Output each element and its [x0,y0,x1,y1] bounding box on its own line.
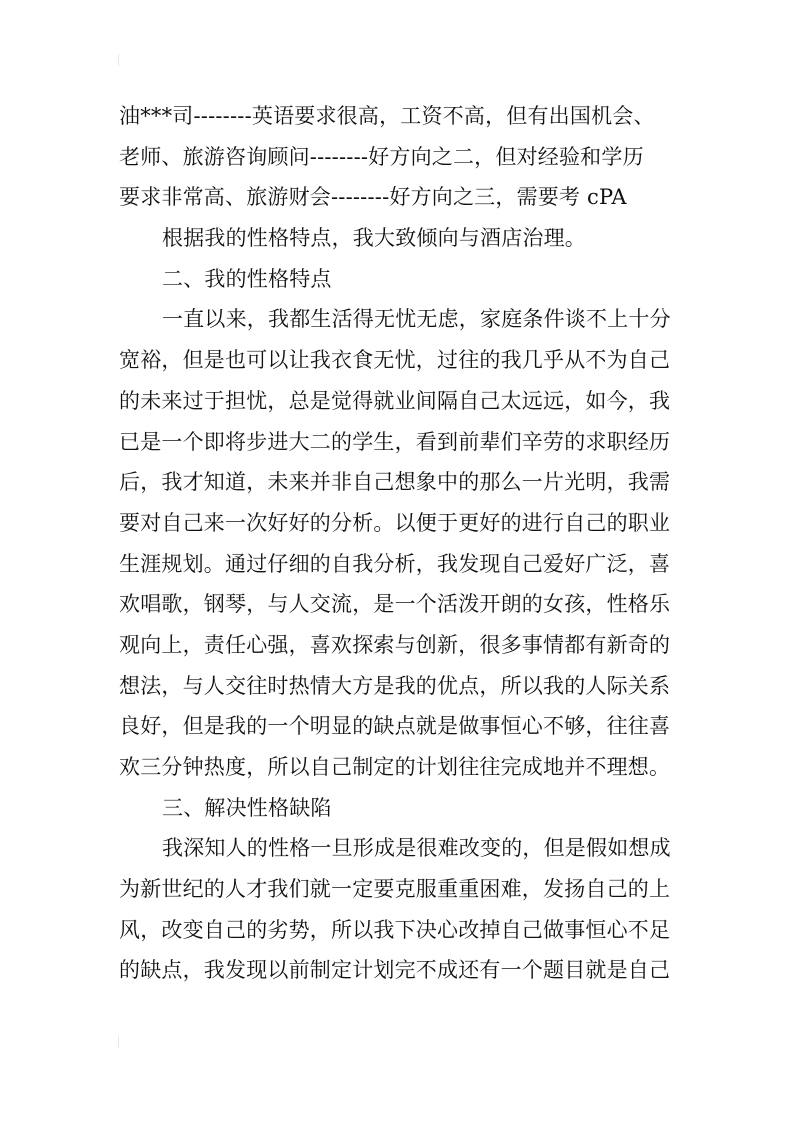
document-body [119,96,679,991]
text-line: 要求非常高、旅游财会--------好方向之三，需要考 cPA [119,185,627,210]
paragraph-line: 一直以来，我都生活得无忧无虑，家庭条件谈不上十分 [162,307,671,332]
section-heading: 三、解决性格缺陷 [162,795,332,820]
section-heading: 二、我的性格特点 [162,266,332,291]
text-line: 良好，但是我的一个明显的缺点就是做事恒心不够，往往喜 [119,714,671,739]
text-line: 风，改变自己的劣势，所以我下决心改掉自己做事恒心不足 [119,917,671,942]
text-line: 油***司--------英语要求很高，工资不高，但有出国机会、 [119,104,655,128]
text-line: 要对自己来一次好好的分析。以便于更好的进行自己的职业 [119,510,671,535]
text-line: 已是一个即将步进大二的学生，看到前辈们辛劳的求职经历 [119,429,671,454]
text-line: 为新世纪的人才我们就一定要克服重重困难，发扬自己的上 [119,877,671,902]
text-line: 的未来过于担忧，总是觉得就业间隔自己太远远，如今，我 [119,388,671,413]
text-line: 欢唱歌，钢琴，与人交流，是一个活泼开朗的女孩，性格乐 [119,592,671,617]
paragraph-line: 我深知人的性格一旦形成是很难改变的，但是假如想成 [162,836,671,861]
text-line: 欢三分钟热度，所以自己制定的计划往往完成地并不理想。 [119,755,671,779]
text-line: 后，我才知道，未来并非自己想象中的那么一片光明，我需 [119,470,671,495]
paragraph-line: 根据我的性格特点，我大致倾向与酒店治理。 [162,226,586,251]
text-line: 生涯规划。通过仔细的自我分析，我发现自己爱好广泛，喜 [119,551,671,576]
text-line: 想法，与人交往时热情大方是我的优点，所以我的人际关系 [119,673,671,698]
text-line: 观向上，责任心强，喜欢探索与创新，很多事情都有新奇的 [119,632,671,657]
page-corner-mark [118,54,119,66]
page-corner-mark [118,1036,119,1048]
text-line: 老师、旅游咨询顾问--------好方向之二，但对经验和学历 [119,144,644,169]
text-line: 宽裕，但是也可以让我衣食无忧，过往的我几乎从不为自己 [119,348,671,373]
text-line: 的缺点，我发现以前制定计划完不成还有一个题目就是自己 [119,958,671,983]
